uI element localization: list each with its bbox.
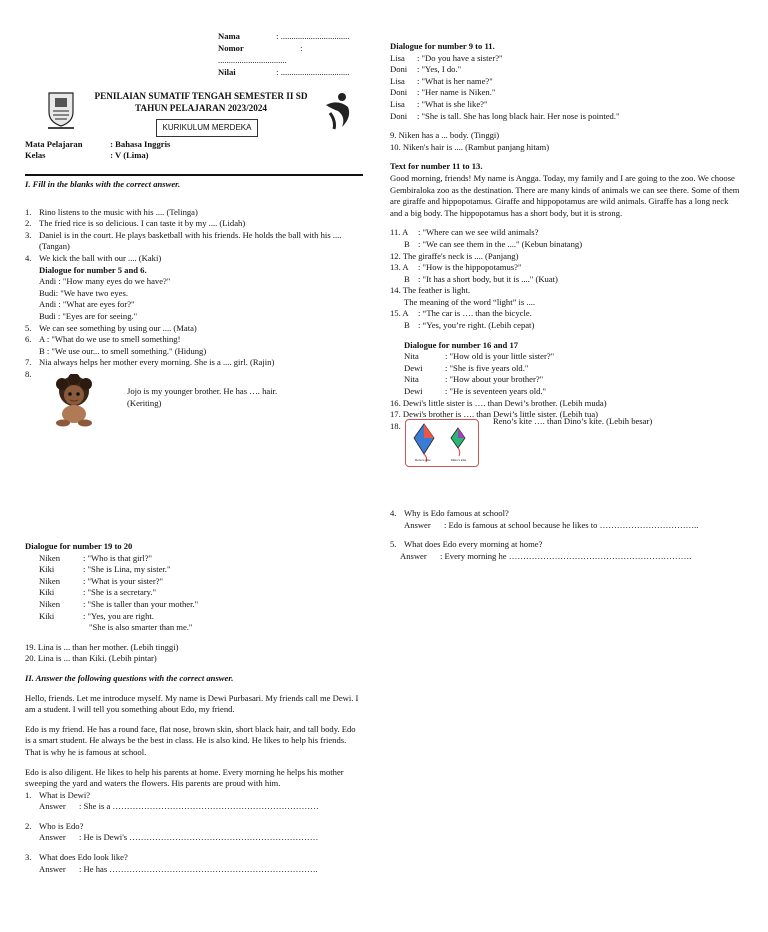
question-8: 8. [25, 368, 32, 379]
dialogue-5-6-title: Dialogue for number 5 and 6. [39, 264, 147, 275]
question-text: What is Dewi? [39, 789, 91, 800]
dialogue-line: Andi : "How many eyes do we have?" [39, 276, 171, 287]
section-2-heading: II. Answer the following questions with the correct answer. [25, 672, 234, 683]
question-text: Why is Edo famous at school? [404, 508, 509, 518]
answer-blank[interactable]: : Edo is famous at school because he likes to …………………………….. [444, 519, 699, 530]
question-text: : “The car is …. than the bicycle. [418, 308, 532, 319]
essay-answer-5[interactable] [390, 551, 740, 563]
dialogue-lines [390, 53, 740, 123]
question-number: 13. A [390, 262, 409, 273]
question-11-b [390, 239, 740, 251]
answer-blank[interactable]: : She is a ……………………………………………………………… [79, 801, 319, 812]
header-divider [25, 174, 363, 176]
subject-value: : Bahasa Inggris [110, 139, 171, 149]
dialogue-line: : "She is Lina, my sister." [83, 564, 171, 575]
speaker: Nita [404, 374, 419, 385]
dialogue-line: Budi: "We have two eyes. [39, 287, 128, 298]
ministry-logo [322, 91, 356, 131]
dialogue-line: : "She is a secretary." [83, 587, 157, 598]
dialogue-line: : "What is she like?" [417, 98, 488, 109]
dialogue-line: : "She is five years old." [445, 362, 529, 373]
question-9: 9. Niken has a ... body. (Tinggi) [390, 130, 500, 141]
dialogue-line: : "Who is that girl?" [83, 552, 153, 563]
number-dots: ................................ [218, 55, 287, 65]
name-field[interactable]: : ................................ [276, 31, 350, 41]
question-18-text: Reno’s kite …. than Dino’s kite. (Lebih besar) [493, 416, 653, 426]
dialogue-line: : "She is tall. She has long black hair. Her nose is pointed." [417, 110, 620, 121]
dialogue-line: : "How old is your little sister?" [445, 351, 555, 362]
speaker: Niken [39, 552, 61, 563]
question-19: 19. Lina is ... than her mother. (Lebih tinggi) [25, 641, 179, 652]
question-2: 2. The fried rice is so delicious. I can taste it by my .... (Lidah) [25, 218, 246, 229]
dialogue-line: : "He is seventeen years old." [445, 386, 547, 397]
question-5: 5. We can see something by using our .... (Mata) [25, 322, 197, 333]
number-label: Nomor [218, 43, 244, 53]
section-1-heading: I. Fill in the blanks with the correct answer. [25, 179, 181, 189]
dialogue-line: Budi : "Eyes are for seeing." [39, 310, 138, 321]
reading-paragraph-3: Edo is also diligent. He likes to help his parents at home. Every morning he helps his mother sweeping the yard and waters the flowers. His parents are proud with him. [25, 766, 344, 789]
question-text: What does Edo look like? [39, 852, 128, 863]
exam-title: PENILAIAN SUMATIF TENGAH SEMESTER II SD [94, 91, 308, 101]
speaker: Dewi [404, 386, 423, 397]
question-11 [390, 227, 740, 239]
answer-blank[interactable]: : Every morning he ………………………………………………………. [440, 550, 692, 561]
question-text: What does Edo every morning at home? [404, 539, 543, 550]
subject-row [25, 139, 170, 151]
question-18-number: 18. [390, 420, 401, 431]
class-label: Kelas [25, 150, 46, 160]
question-text: : "Where can we see wild animals? [418, 227, 539, 238]
question-15-b [390, 320, 740, 332]
question-1: 1. Rino listens to the music with his .... (Telinga) [25, 206, 198, 217]
dialogue-19-20 [25, 541, 363, 875]
question-13 [390, 262, 740, 274]
answer-label: Answer [400, 550, 427, 561]
speaker: Doni [390, 87, 408, 98]
question-20: 20. Lina is ... than Kiki. (Lebih pintar) [25, 653, 157, 664]
question-text: A : "What do we use to smell something! [39, 334, 181, 345]
answer-label: Answer [39, 863, 66, 874]
dialogue-line: "She is also smarter than me." [89, 622, 193, 633]
question-text: : “Yes, you’re right. (Lebih cepat) [418, 320, 535, 331]
question-number: 11. A [390, 227, 409, 238]
question-14: 14. The feather is light. [390, 285, 471, 296]
dialogue-line: : "Yes, you are right. [83, 610, 154, 621]
question-text: : "How is the hippopotamus?" [418, 262, 522, 273]
dialogue-lines [25, 553, 363, 634]
question-text: Who is Edo? [39, 820, 84, 831]
dialogue-line: : "She is taller than your mother." [83, 598, 199, 609]
essay-answer-2[interactable] [25, 832, 363, 844]
question-12: 12. The giraffe's neck is .... (Panjang) [390, 250, 519, 261]
exam-year: TAHUN PELAJARAN 2023/2024 [134, 103, 268, 113]
question-text: Rino listens to the music with his .... (Telinga) [39, 206, 198, 217]
essay-question-5: 5. What does Edo every morning at home? [390, 539, 543, 550]
dialogue-line: : "Do you have a sister?" [417, 52, 503, 63]
question-13-b [390, 274, 740, 286]
question-text: Nia always helps her mother every morning. She is a .... girl. (Rajin) [39, 357, 275, 368]
score-field[interactable]: : ................................ [276, 67, 350, 77]
right-column [390, 41, 740, 432]
question-6-b: B : "We use our... to smell something." (Hidung) [39, 345, 207, 356]
speaker: Lisa [390, 75, 405, 86]
speaker: B [404, 238, 410, 249]
dialogue-line: : "Yes, I do." [417, 64, 462, 75]
speaker: B [404, 320, 410, 331]
curriculum-badge: KURIKULUM MERDEKA [156, 119, 258, 137]
question-text: We kick the ball with our .... (Kaki) [39, 252, 162, 263]
speaker: Niken [39, 598, 61, 609]
speaker: Kiki [39, 587, 55, 598]
text-11-13: Good morning, friends! My name is Angga. Today, my family and I are going to the zoo. We choose Gembiraloka zoo as the destination. There are many kinds of animals we can see there. Some of them are giraffe and hippopotamus. Giraffe and hippopotamus are wild animals. Giraffe has a long neck and a big body. The hippopotamus has a short body, but it is strong. [390, 172, 740, 218]
question-4: 4. We kick the ball with our .... (Kaki) [25, 252, 162, 263]
essay-answer-4[interactable] [390, 520, 740, 532]
question-16: 16. Dewi's little sister is …. than Dewi’s brother. (Lebih muda) [390, 397, 607, 408]
score-label: Nilai [218, 67, 236, 77]
essay-question-1: 1. What is Dewi? [25, 789, 91, 800]
speaker: Nita [404, 351, 419, 362]
speaker: Kiki [39, 564, 55, 575]
number-row [218, 43, 303, 55]
dialogue-line: : "How about your brother?" [445, 374, 544, 385]
reading-paragraph-2: Edo is my friend. He has a round face, flat nose, brown skin, short black hair, and tall body. Edo is a smart student. He always be the best in class. He is also kind. He likes to help his friends. That is why he is famous at school. [25, 723, 356, 757]
dialogue-lines [390, 351, 740, 397]
essay-answer-3[interactable] [25, 864, 363, 876]
speaker: Lisa [390, 52, 405, 63]
dialogue-19-20-title: Dialogue for number 19 to 20 [25, 541, 133, 551]
answer-label: Answer [404, 519, 431, 530]
question-6: 6. A : "What do we use to smell something! [25, 334, 181, 345]
dialogue-line: : "Her name is Niken." [417, 87, 496, 98]
question-7: 7. Nia always helps her mother every morning. She is a .... girl. (Rajin) [25, 357, 275, 368]
kite-2-caption: Dino's kite [451, 458, 467, 462]
essay-question-4: 4. Why is Edo famous at school? [390, 508, 509, 518]
answer-label: Answer [39, 832, 66, 843]
speaker: Kiki [39, 610, 55, 621]
speaker [39, 622, 83, 634]
text-11-13-title: Text for number 11 to 13. [390, 161, 483, 172]
speaker: Lisa [390, 98, 405, 109]
question-number: 15. A [390, 308, 409, 319]
dialogue-line: Andi : "What are eyes for?" [39, 299, 135, 310]
answer-blank[interactable]: : He has ………………………………………………………………. [79, 863, 318, 874]
speaker: Dewi [404, 362, 423, 373]
reading-paragraph-1: Hello, friends. Let me introduce myself. My name is Dewi Purbasari. My friends call me Dewi. I am a student. I will tell you something about Edo, my friend. [25, 692, 359, 715]
speaker: B [404, 273, 410, 284]
school-emblem-logo [46, 90, 76, 130]
question-8-text: Jojo is my younger brother. He has …. hair. [127, 386, 278, 396]
kite-1-caption: Reno's kite [415, 458, 431, 462]
dialogue-16-17-title: Dialogue for number 16 and 17 [404, 339, 519, 350]
dialogue-line: : "What is her name?" [417, 75, 493, 86]
question-10: 10. Niken's hair is .... (Rambut panjang hitam) [390, 141, 550, 152]
essay-question-2: 2. Who is Edo? [25, 820, 84, 831]
essay-question-3: 3. What does Edo look like? [25, 852, 128, 863]
name-label: Nama [218, 31, 240, 41]
class-value: : V (Lima) [110, 150, 149, 160]
section-1 [25, 179, 363, 381]
speaker: Doni [390, 64, 408, 75]
question-text: : "It has a short body, but it is ...." (Kuat) [418, 273, 558, 284]
name-row [218, 31, 349, 43]
question-15 [390, 308, 740, 320]
curly-hair-boy-image [46, 374, 102, 428]
question-text: : "We can see them in the ...." (Kebun binatang) [418, 238, 583, 249]
question-8-hint: (Keriting) [127, 398, 162, 408]
kites-image [405, 419, 479, 467]
question-text: Daniel is in the court. He plays basketball with his friends. He holds the ball with his .... [39, 229, 342, 240]
answer-blank[interactable]: : He is Dewi's ………………………………………………………… [79, 832, 319, 843]
class-row [25, 150, 149, 162]
speaker: Doni [390, 110, 408, 121]
answer-label: Answer [39, 801, 66, 812]
score-row [218, 67, 349, 79]
question-text: The fried rice is so delicious. I can taste it by my .... (Lidah) [39, 218, 246, 229]
question-3-hint: (Tangan) [39, 241, 70, 252]
speaker: Niken [39, 575, 61, 586]
question-14-b: The meaning of the word “light” is .... [404, 296, 536, 307]
question-3: 3. Daniel is in the court. He plays basketball with his friends. He holds the ball with his .... [25, 229, 342, 240]
subject-label: Mata Pelajaran [25, 139, 83, 149]
dialogue-line: : "What is your sister?" [83, 575, 164, 586]
dialogue-9-11-title: Dialogue for number 9 to 11. [390, 41, 495, 51]
essay-answer-1[interactable] [25, 801, 363, 813]
essay-right [390, 508, 740, 562]
question-text: We can see something by using our .... (Mata) [39, 322, 197, 333]
question-17: 17. Dewi's brother is …. than Dewi’s little sister. (Lebih tua) [390, 409, 598, 420]
number-field[interactable]: : [300, 43, 303, 53]
